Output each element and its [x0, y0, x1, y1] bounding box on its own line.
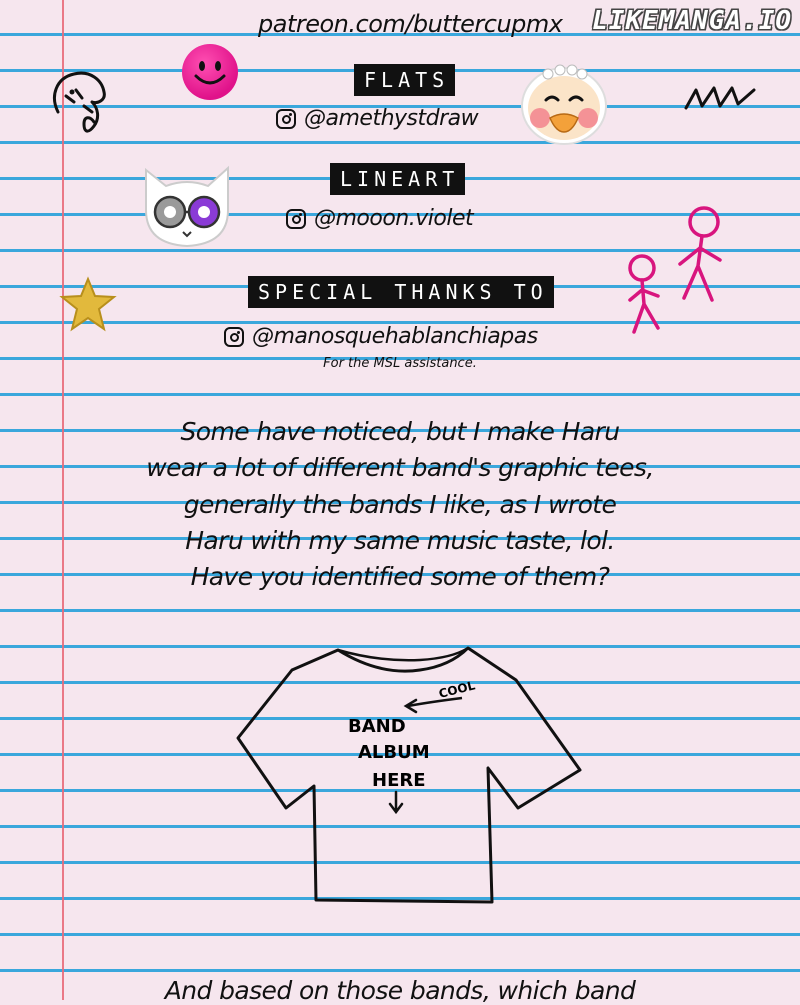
duck-sticker-icon	[518, 56, 610, 148]
tshirt-band-text: BAND	[348, 716, 406, 737]
tshirt-drawing	[230, 640, 590, 910]
lineart-credit	[286, 206, 473, 231]
tshirt-cool-text: COOL	[437, 678, 477, 701]
site-watermark: LIKEMANGA.IO	[592, 6, 792, 36]
stick-figures-doodle	[622, 204, 732, 336]
special-thanks-credit	[224, 324, 538, 349]
footer-text: And based on those bands, which band	[164, 976, 636, 1005]
tshirt-album-text: ALBUM	[358, 742, 430, 763]
cat-sticker-icon	[138, 160, 236, 250]
message-line: Haru with my same music taste, lol.	[185, 525, 615, 555]
flats-handle: @amethystdraw	[304, 106, 479, 131]
lineart-handle: @mooon.violet	[314, 206, 474, 231]
instagram-icon	[224, 327, 244, 347]
instagram-icon	[286, 209, 306, 229]
special-thanks-label: SPECIAL THANKS TO	[248, 276, 554, 308]
special-thanks-note: For the MSL assistance.	[323, 356, 477, 371]
lineart-label: LINEART	[330, 163, 465, 195]
smiley-sticker-icon	[182, 44, 238, 100]
tshirt-here-text: HERE	[372, 770, 426, 791]
instagram-icon	[276, 109, 296, 129]
message-line: Have you identified some of them?	[190, 562, 610, 592]
message-line: Some have noticed, but I make Haru	[180, 417, 620, 446]
flats-label: FLATS	[354, 64, 455, 96]
flats-credit	[276, 106, 478, 131]
star-icon	[58, 276, 118, 334]
message-line: generally the bands I like, as I wrote	[183, 489, 617, 519]
zigzag-doodle	[684, 84, 758, 114]
message-line: wear a lot of different band's graphic tees,	[146, 453, 654, 483]
scribble-face-doodle	[44, 66, 114, 146]
patreon-url: patreon.com/buttercupmx	[258, 10, 563, 38]
author-message	[0, 414, 800, 595]
special-thanks-handle: @manosquehablanchiapas	[252, 324, 538, 349]
